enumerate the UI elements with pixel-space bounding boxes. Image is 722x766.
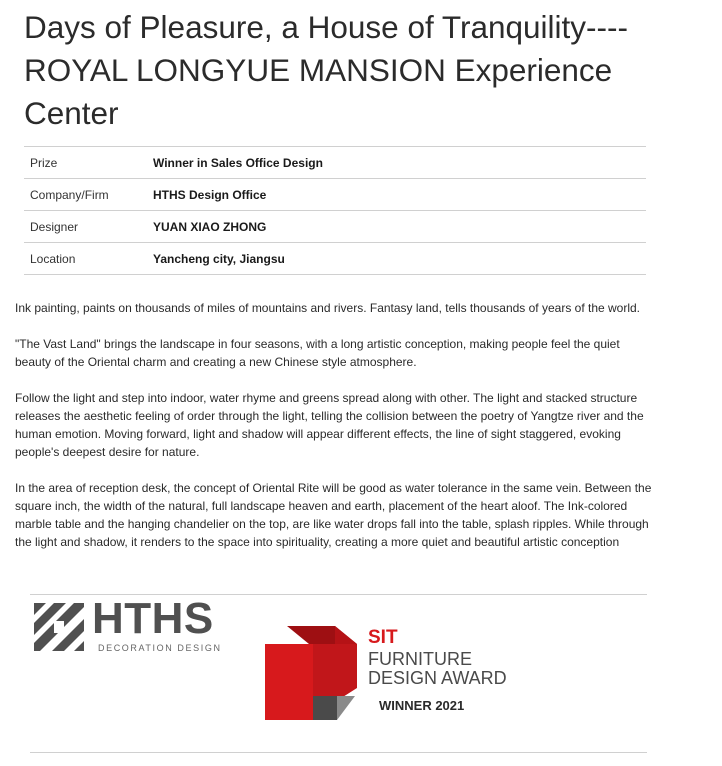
project-info-table [24, 146, 646, 275]
hths-logo [34, 594, 229, 655]
divider [30, 752, 647, 753]
description-paragraph: "The Vast Land" brings the landscape in four seasons, with a long artistic conception, making people feel the quiet beauty of the Oriental charm and creating a new Chinese style atmosphere. [15, 337, 620, 369]
info-value: Winner in Sales Office Design [153, 155, 323, 170]
info-label: Designer [30, 219, 79, 234]
sit-award-logo [265, 626, 525, 721]
info-row-designer [24, 211, 646, 243]
info-value: Yancheng city, Jiangsu [153, 251, 285, 266]
description-paragraph: Ink painting, paints on thousands of miles of mountains and rivers. Fantasy land, tells thousands of years of the world. [15, 301, 641, 315]
hths-wordmark: HTHS [92, 594, 214, 643]
description-paragraph: Follow the light and step into indoor, water rhyme and greens spread along with other. The light and stacked structure releases the aesthetic feeling of order through the light, telling the collision between the poetry of Yangtze river and the human emotion. Moving forward, light and shadow will appear different effects, the line of sight staggered, evoking people's deepest desire for nature. [15, 391, 644, 459]
info-value: YUAN XIAO ZHONG [153, 219, 267, 234]
info-row-prize [24, 147, 646, 179]
info-label: Company/Firm [30, 187, 109, 202]
description-paragraph: In the area of reception desk, the concept of Oriental Rite will be good as water tolerance in the same vein. Between the square inch, the width of the natural, full landscape heaven and earth, placement of the heart aloof. The Ink-colored marble table and the hanging chandelier on the top, are like water drops fall into the table, splash ripples. While through the light and shadow, it renders to the space into spirituality, creating a more quiet and beautiful artistic conception [15, 481, 652, 549]
sit-award-line: FURNITURE [368, 649, 472, 669]
hths-logo-mark-icon [34, 603, 84, 651]
info-row-location [24, 243, 646, 275]
project-description [15, 299, 655, 569]
hths-tagline: DECORATION DESIGN [98, 643, 222, 653]
info-label: Location [30, 251, 76, 266]
info-label: Prize [30, 155, 58, 170]
info-row-company [24, 179, 646, 211]
sit-red-cube-icon [265, 626, 361, 720]
sit-award-line: DESIGN AWARD [368, 668, 507, 688]
info-value: HTHS Design Office [153, 187, 267, 202]
sit-winner-badge: WINNER 2021 [379, 698, 465, 713]
sit-brand-text: SIT [368, 627, 398, 648]
page-title: Days of Pleasure, a House of Tranquility----ROYAL LONGYUE MANSION Experience Center [24, 9, 628, 131]
